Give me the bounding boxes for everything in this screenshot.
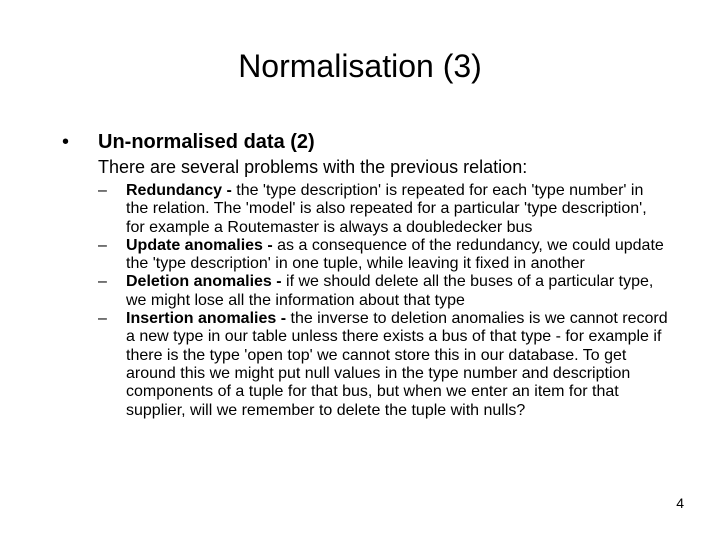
item-term: Deletion anomalies -: [126, 273, 282, 291]
item-text: the inverse to deletion anomalies is we cannot record a new type in our table unless there exists a bus of that type - for example if there is the type 'open top' we cannot store this in our database. To get around this we might put null values in the type number and description components of a tuple for that bus, but when we enter an item for that supplier, will we remember to delete the tuple with nulls?: [126, 310, 668, 419]
dash-icon: –: [98, 310, 107, 328]
problem-list: [98, 182, 668, 420]
dash-icon: –: [98, 273, 107, 291]
intro-text: There are several problems with the previous relation:: [98, 157, 528, 177]
item-term: Update anomalies -: [126, 236, 273, 254]
list-item-redundancy: [98, 182, 668, 237]
page-number: 4: [676, 495, 684, 511]
slide-title: Normalisation (3): [238, 48, 482, 84]
item-text: if we should delete all the buses of a particular type, we might lose all the information about that type: [126, 273, 654, 309]
list-item-deletion-anomalies: [98, 273, 668, 310]
bullet-heading: Un-normalised data (2): [98, 131, 315, 153]
item-term: Insertion anomalies -: [126, 310, 287, 328]
dash-icon: –: [98, 182, 107, 199]
list-item-insertion-anomalies: [98, 310, 668, 420]
item-text: as a consequence of the redundancy, we could update the 'type description' in one tuple, while leaving it fixed in another: [126, 236, 664, 273]
bullet-dot-icon: •: [62, 131, 70, 153]
dash-icon: –: [98, 236, 107, 254]
item-term: Redundancy -: [126, 182, 232, 199]
item-text: the 'type description' is repeated for each 'type number' in the relation. The 'model' is also repeated for a particular 'type description', for example a Routemaster is always a doubledecker bus: [126, 182, 647, 236]
list-item-update-anomalies: [98, 237, 668, 274]
